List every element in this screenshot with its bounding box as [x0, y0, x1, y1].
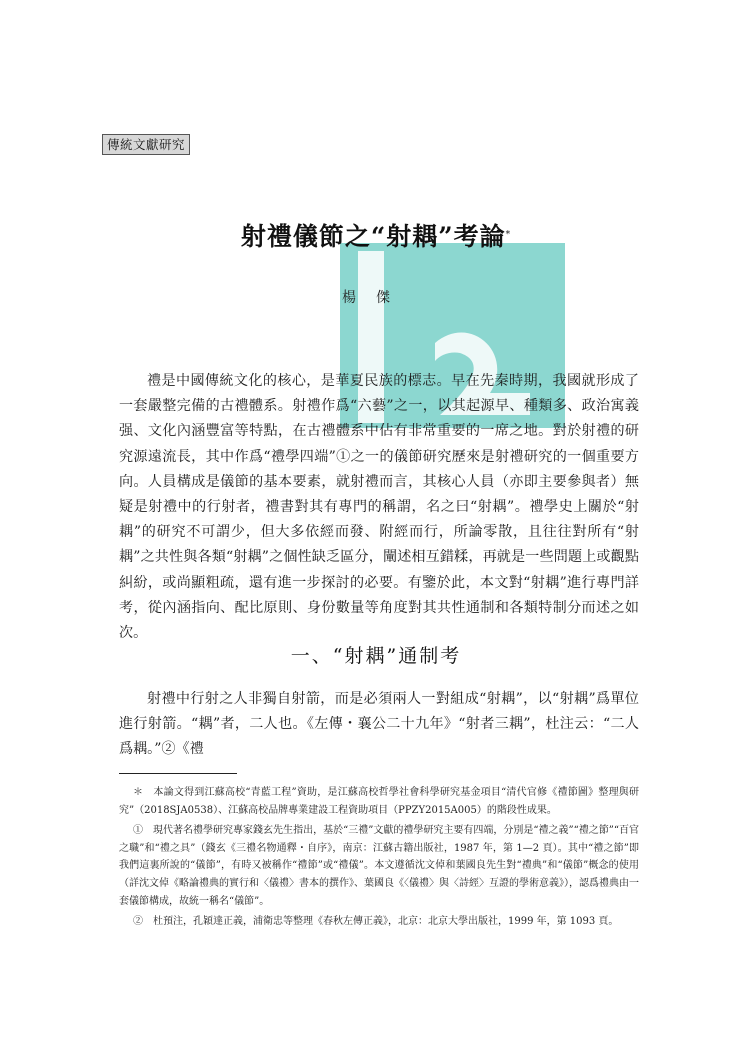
footnote: ② 杜預注，孔穎達正義，浦衛忠等整理《春秋左傳正義》，北京：北京大學出版社，1999 年，第 1093 頁。 [133, 916, 619, 928]
footnote-divider [119, 773, 237, 774]
paper-title [0, 219, 752, 255]
intro-paragraph: 禮是中國傳統文化的核心，是華夏民族的標志。早在先秦時期，我國就形成了一套嚴整完備的古禮體系。射禮作爲“六藝”之一，以其起源早、種類多、政治寓義强、文化內涵豐富等特點，在古禮體系中佔有非常重要的一席之地。對於射禮的研究源遠流長，其中作爲“禮學四端”①之一的儀節研究歷來是射禮研究的一個重要方向。人員構成是儀節的基本要素，就射禮而言，其核心人員（亦即主要參與者）無疑是射禮中的行射者，禮書對其有專門的稱謂，名之曰“射耦”。禮學史上關於“射耦”的研究不可謂少，但大多依經而發、附經而行，所論零散，且往往對所有“射耦”之共性與各類“射耦”之個性缺乏區分，闡述相互錯糅，再就是一些問題上或觀點糾紛，或尚顯粗疏，還有進一步探討的必要。有鑒於此，本文對“射耦”進行專門詳考，從內涵指向、配比原則、身份數量等角度對其共性通制和各類特制分而述之如次。 [119, 373, 639, 642]
title-text: 射禮儀節之“射耦”考論 [240, 222, 506, 251]
footnote: ① 現代著名禮學研究專家錢玄先生指出，基於“三禮”文獻的禮學研究主要有四端，分別是“禮之義”“禮之節”“百官之職”和“禮之具”（錢玄《三禮名物通釋・自序》，南京：江蘇古籍出版社，1987 年，第 1—2 頁）。其中“禮之節”即我們這裏所說的“儀節”，有時又被稱作“禮節”或“禮儀”。本文遵循沈文倬和葉國良先生對“禮典”和“儀節”概念的使用（詳沈文倬《略論禮典的實行和〈儀禮〉書本的撰作》、葉國良《〈儀禮〉與〈詩經〉互證的學術意義》），認爲禮典由一套儀節構成，故統一稱名“儀節”。 [119, 825, 639, 907]
section-tag: 傳統文獻研究 [102, 134, 190, 155]
footnotes [119, 784, 639, 934]
footnote: ＊ 本論文得到江蘇高校“青藍工程”資助，是江蘇高校哲學社會科學研究基金項目“清代官修《禮節圖》整理與研究”（2018SJA0538）、江蘇高校品牌專業建設工程資助項目（PPZY2015A005）的階段性成果。 [119, 787, 639, 816]
section-heading: 一、“射耦”通制考 [290, 645, 462, 667]
section-paragraph: 射禮中行射之人非獨自射箭，而是必須兩人一對組成“射耦”，以“射耦”爲單位進行射箭。“耦”者，二人也。《左傳・襄公二十九年》“射者三耦”，杜注云：“二人爲耦。”②《禮 [119, 691, 639, 758]
author: 楊傑 [342, 290, 410, 306]
title-footnote-mark[interactable]: * [505, 230, 512, 240]
